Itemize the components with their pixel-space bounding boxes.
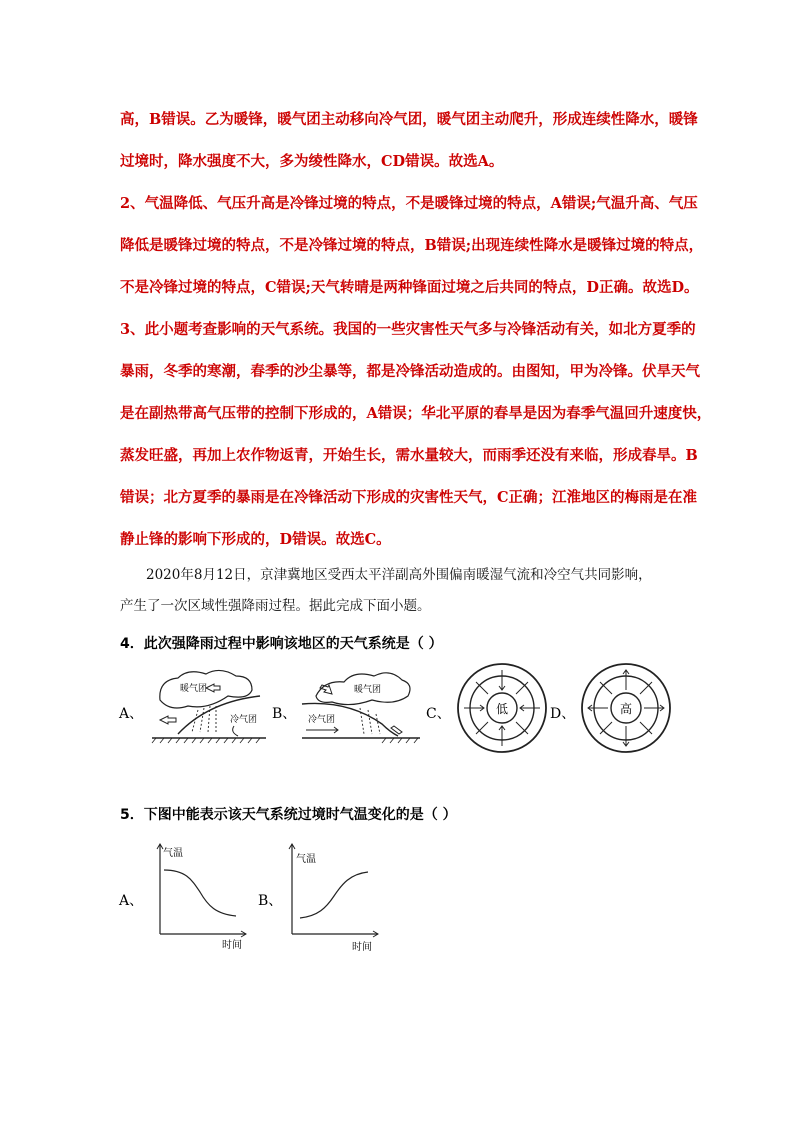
q4-option-a-diagram[interactable] (148, 666, 270, 746)
a-temperature-curve (164, 870, 236, 916)
a-xlabel: 时间 (222, 940, 242, 951)
q5-option-a-graph[interactable] (150, 840, 250, 952)
q4-option-c-label[interactable]: C、 (426, 706, 451, 722)
passage-line-1: 2020年8月12日，京津冀地区受西太平洋副高外围偏南暖湿气流和冷空气共同影响， (146, 567, 652, 583)
q5-option-a-label[interactable]: A、 (119, 893, 144, 909)
q4-option-d-diagram[interactable] (578, 660, 674, 756)
question-5-stem: 5．下图中能表示该天气系统过境时气温变化的是（ ） (120, 807, 457, 823)
a-warm-label: 暖气团 (180, 684, 208, 694)
b-ylabel: 气温 (296, 854, 316, 865)
b-warm-label: 暖气团 (354, 685, 382, 695)
explanation-line: 过境时，降水强度不大，多为绫性降水，CD错误。故选A。 (120, 153, 504, 170)
explanation-line: 静止锋的影响下形成的，D错误。故选C。 (120, 531, 391, 548)
explanation-line: 2、气温降低、气压升高是冷锋过境的特点，不是暖锋过境的特点，A错误;气温升高、气压 (120, 195, 698, 212)
explanation-line: 是在副热带高气压带的控制下形成的，A错误；华北平原的春旱是因为春季气温回升速度快， (120, 405, 712, 422)
q4-option-b-diagram[interactable] (298, 666, 424, 746)
q4-option-b-label[interactable]: B、 (272, 706, 297, 722)
explanation-line: 降低是暖锋过境的特点，不是冷锋过境的特点，B错误;出现连续性降水是暖锋过境的特点， (120, 237, 704, 254)
explanation-line: 3、此小题考查影响的天气系统。我国的一些灾害性天气多与冷锋活动有关，如北方夏季的 (120, 321, 696, 338)
q4-option-c-diagram[interactable] (454, 660, 550, 756)
q5-option-b-label[interactable]: B、 (258, 893, 283, 909)
q5-option-b-graph[interactable] (282, 840, 382, 952)
a-cold-label: 冷气团 (230, 715, 258, 725)
q4-option-d-label[interactable]: D、 (550, 706, 576, 722)
explanation-line: 蒸发旺盛，再加上农作物返青，开始生长，需水量较大，而雨季还没有来临，形成春旱。B (120, 447, 698, 464)
question-4-stem: 4．此次强降雨过程中影响该地区的天气系统是（ ） (120, 636, 443, 652)
b-xlabel: 时间 (352, 942, 372, 952)
a-ylabel: 气温 (163, 848, 183, 859)
d-center-label: 高 (619, 702, 633, 716)
explanation-line: 不是冷锋过境的特点，C错误;天气转晴是两种锋面过境之后共同的特点，D正确。故选D。 (120, 279, 699, 296)
explanation-line: 错误；北方夏季的暴雨是在冷锋活动下形成的灾害性天气，C正确；江淮地区的梅雨是在准 (120, 489, 698, 506)
explanation-line: 高，B错误。乙为暖锋，暖气团主动移向冷气团，暖气团主动爬升，形成连续性降水，暖锋 (120, 111, 698, 128)
b-cold-label: 冷气团 (308, 715, 336, 725)
c-center-label: 低 (495, 702, 509, 716)
q4-option-a-label[interactable]: A、 (119, 706, 144, 722)
passage-line-2: 产生了一次区域性强降雨过程。据此完成下面小题。 (120, 598, 431, 614)
explanation-line: 暴雨，冬季的寒潮，春季的沙尘暴等，都是冷锋活动造成的。由图知，甲为冷锋。伏旱天气 (120, 363, 700, 380)
b-temperature-curve (300, 872, 368, 918)
